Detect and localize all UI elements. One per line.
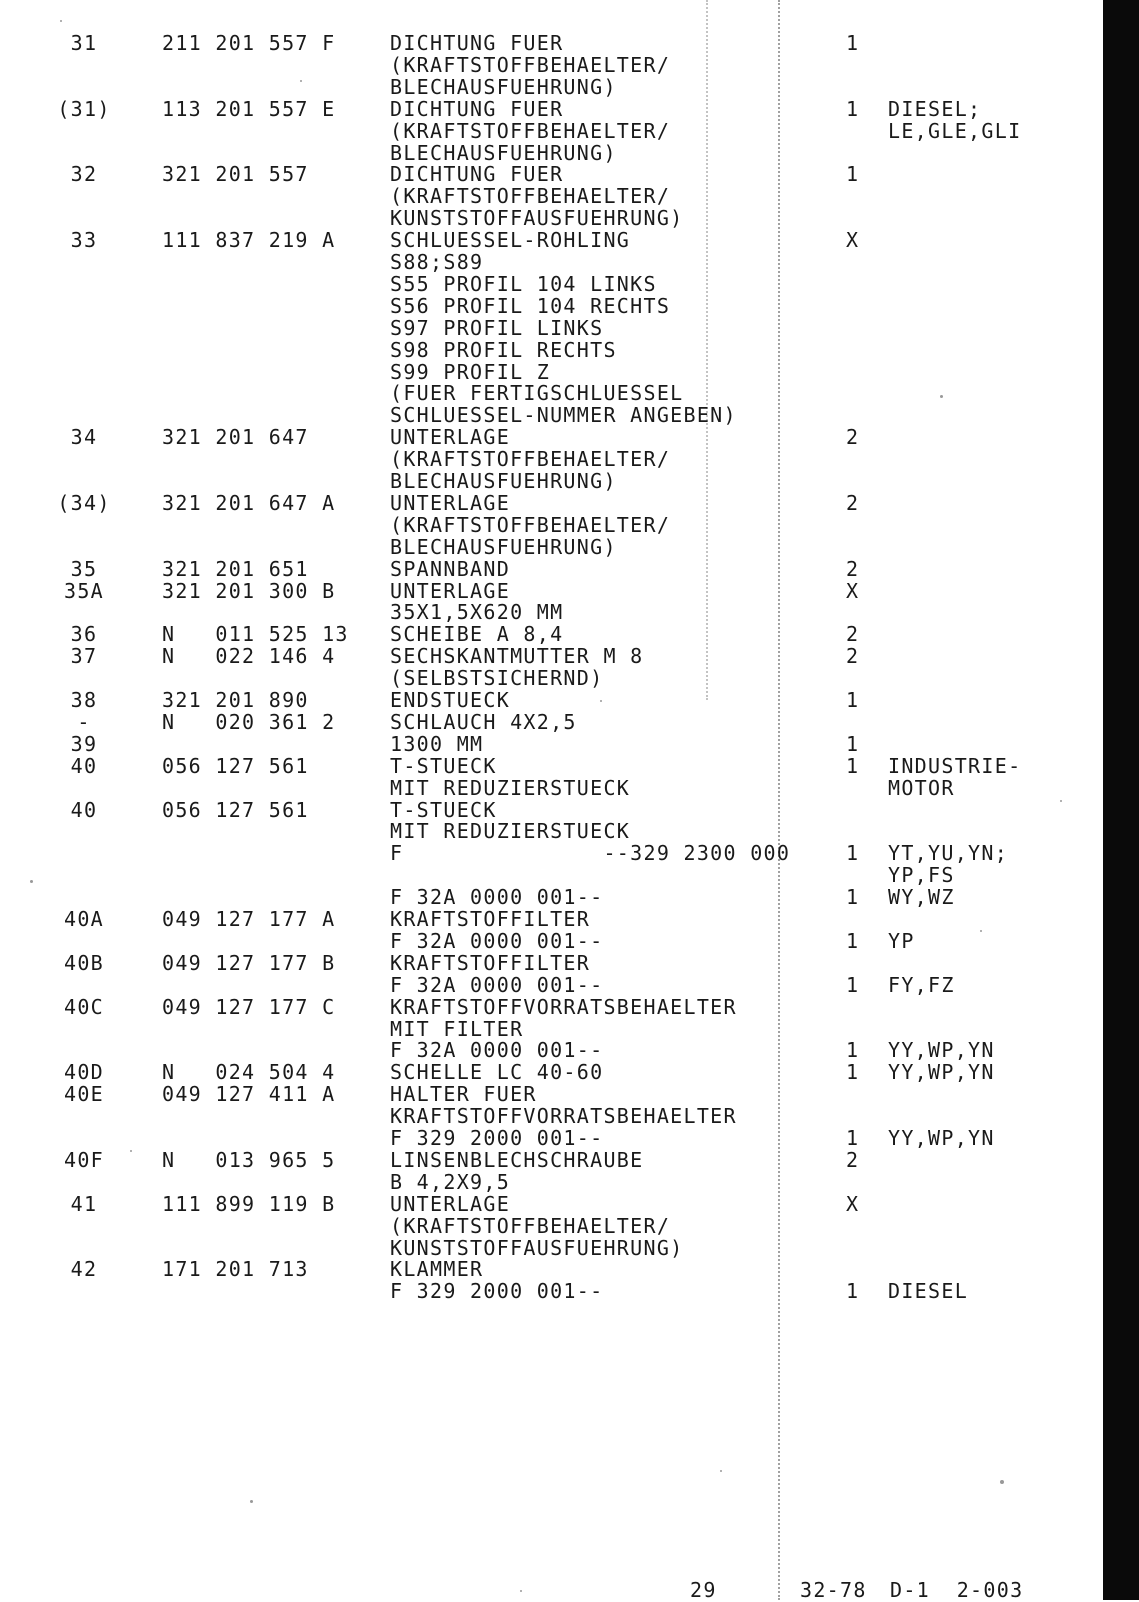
remark: YY,WP,YN — [888, 1038, 995, 1063]
table-row — [0, 75, 1100, 99]
description: SCHEIBE A 8,4 — [390, 622, 564, 647]
remark: DIESEL; — [888, 96, 982, 121]
remark: YY,WP,YN — [888, 1060, 995, 1085]
description: (FUER FERTIGSCHLUESSEL — [390, 381, 684, 406]
description: DICHTUNG FUER — [390, 162, 564, 187]
edition-date: 32-78 — [800, 1578, 867, 1602]
description: F 32A 0000 001-- — [390, 972, 604, 997]
table-row — [0, 447, 1100, 471]
table-row — [0, 1126, 1100, 1150]
description: KUNSTSTOFFAUSFUEHRUNG) — [390, 1235, 684, 1260]
description: (KRAFTSTOFFBEHAELTER/ — [390, 1213, 671, 1238]
description: UNTERLAGE — [390, 578, 511, 603]
quantity: 2 — [846, 622, 860, 647]
part-number: 211 201 557 F — [162, 31, 336, 55]
part-number: 111 899 119 B — [162, 1191, 336, 1216]
position-number: 40A — [63, 907, 105, 931]
table-row — [0, 754, 1100, 778]
description: LINSENBLECHSCHRAUBE — [390, 1147, 644, 1172]
table-row — [0, 951, 1100, 975]
table-row — [0, 184, 1100, 208]
table-row — [0, 381, 1100, 405]
table-row — [0, 250, 1100, 274]
description: T-STUECK — [390, 797, 497, 822]
table-row — [0, 535, 1100, 559]
table-row — [0, 272, 1100, 296]
position-number: 40B — [63, 950, 105, 975]
position-number: 40E — [63, 1082, 105, 1107]
description: SECHSKANTMUTTER M 8 — [390, 644, 644, 669]
quantity: X — [846, 1191, 860, 1216]
table-row — [0, 316, 1100, 340]
table-row — [0, 228, 1100, 252]
table-row — [0, 469, 1100, 493]
table-row — [0, 119, 1100, 143]
description: 35X1,5X620 MM — [390, 600, 564, 625]
description: S55 PROFIL 104 LINKS — [390, 271, 657, 296]
document-code: D-1 2-003 — [890, 1578, 1024, 1602]
part-number: N 020 361 2 — [162, 709, 336, 734]
part-number: 321 201 557 — [162, 162, 309, 187]
part-number: 049 127 177 A — [162, 907, 336, 931]
quantity: 1 — [846, 162, 860, 187]
description: SCHLUESSEL-ROHLING — [390, 228, 631, 253]
position-number: 39 — [70, 731, 98, 756]
remark: YY,WP,YN — [888, 1126, 995, 1150]
position-number: 41 — [70, 1191, 98, 1216]
quantity: 1 — [846, 885, 860, 910]
table-row — [0, 53, 1100, 77]
description: S98 PROFIL RECHTS — [390, 337, 617, 362]
description: (KRAFTSTOFFBEHAELTER/ — [390, 447, 671, 472]
quantity: 1 — [846, 31, 860, 55]
quantity: 2 — [846, 1147, 860, 1172]
table-row — [0, 819, 1100, 843]
description: BLECHAUSFUEHRUNG) — [390, 140, 617, 165]
remark: DIESEL — [888, 1279, 969, 1304]
table-row — [0, 491, 1100, 515]
quantity: 1 — [846, 1060, 860, 1085]
table-row — [0, 141, 1100, 165]
table-row — [0, 798, 1100, 822]
position-number: 40D — [63, 1060, 105, 1085]
position-number: 40 — [70, 753, 98, 778]
description: BLECHAUSFUEHRUNG) — [390, 534, 617, 559]
table-row — [0, 622, 1100, 646]
part-number: 321 201 300 B — [162, 578, 336, 603]
description: MIT REDUZIERSTUECK — [390, 819, 631, 844]
quantity: 1 — [846, 96, 860, 121]
description: UNTERLAGE — [390, 490, 511, 515]
table-row — [0, 338, 1100, 362]
description: KRAFTSTOFFVORRATSBEHAELTER — [390, 1104, 737, 1129]
position-number: 40F — [63, 1147, 105, 1172]
description: F 32A 0000 001-- — [390, 928, 604, 953]
table-row — [0, 885, 1100, 909]
table-row — [0, 579, 1100, 603]
table-row — [0, 1104, 1100, 1128]
description: SPANNBAND — [390, 556, 511, 581]
table-row — [0, 425, 1100, 449]
part-number: 056 127 561 — [162, 753, 309, 778]
description: KRAFTSTOFFILTER — [390, 950, 591, 975]
quantity: X — [846, 578, 860, 603]
remark: WY,WZ — [888, 885, 955, 910]
description: KRAFTSTOFFILTER — [390, 907, 591, 931]
table-row — [0, 907, 1100, 931]
part-number: 049 127 411 A — [162, 1082, 336, 1107]
description: BLECHAUSFUEHRUNG) — [390, 74, 617, 99]
description: DICHTUNG FUER — [390, 31, 564, 55]
position-number: 40C — [63, 994, 105, 1019]
part-number: 321 201 890 — [162, 688, 309, 712]
description: S88;S89 — [390, 250, 484, 274]
remark: FY,FZ — [888, 972, 955, 997]
table-row — [0, 1038, 1100, 1062]
table-row — [0, 732, 1100, 756]
page-number: 29 — [690, 1578, 717, 1602]
description: F 32A 0000 001-- — [390, 1038, 604, 1063]
table-row — [0, 1148, 1100, 1172]
table-row — [0, 1192, 1100, 1216]
description: (KRAFTSTOFFBEHAELTER/ — [390, 184, 671, 209]
position-number: 42 — [70, 1257, 98, 1282]
quantity: 2 — [846, 490, 860, 515]
position-number: 40 — [70, 797, 98, 822]
part-number: 321 201 647 — [162, 425, 309, 450]
table-row — [0, 710, 1100, 734]
table-row — [0, 1060, 1100, 1084]
description: 1300 MM — [390, 731, 484, 756]
quantity: 1 — [846, 753, 860, 778]
position-number: 38 — [70, 688, 98, 712]
quantity: 1 — [846, 972, 860, 997]
remark: LE,GLE,GLI — [888, 118, 1022, 143]
part-number: N 013 965 5 — [162, 1147, 336, 1172]
part-number: 049 127 177 C — [162, 994, 336, 1019]
description: HALTER FUER — [390, 1082, 537, 1107]
part-number: N 011 525 13 — [162, 622, 349, 647]
quantity: 2 — [846, 556, 860, 581]
quantity: 1 — [846, 688, 860, 712]
table-row — [0, 162, 1100, 186]
quantity: 1 — [846, 1279, 860, 1304]
table-row — [0, 995, 1100, 1019]
table-row — [0, 1236, 1100, 1260]
quantity: 1 — [846, 928, 860, 953]
description: (KRAFTSTOFFBEHAELTER/ — [390, 512, 671, 537]
part-number: 113 201 557 E — [162, 96, 336, 121]
table-row — [0, 600, 1100, 624]
quantity: 2 — [846, 425, 860, 450]
table-row — [0, 1279, 1100, 1303]
table-row — [0, 513, 1100, 537]
table-row — [0, 294, 1100, 318]
table-row — [0, 863, 1100, 887]
description: F 32A 0000 001-- — [390, 885, 604, 910]
table-row — [0, 1214, 1100, 1238]
description: F --329 2300 000 — [390, 841, 791, 866]
description: B 4,2X9,5 — [390, 1169, 511, 1194]
description: MIT FILTER — [390, 1016, 524, 1041]
part-number: 111 837 219 A — [162, 228, 336, 253]
remark: MOTOR — [888, 775, 955, 800]
table-row — [0, 776, 1100, 800]
part-number: 321 201 651 — [162, 556, 309, 581]
description: MIT REDUZIERSTUECK — [390, 775, 631, 800]
quantity: 1 — [846, 841, 860, 866]
part-number: 049 127 177 B — [162, 950, 336, 975]
position-number: 33 — [70, 228, 98, 253]
position-number: (31) — [57, 96, 111, 121]
quantity: X — [846, 228, 860, 253]
table-row — [0, 1170, 1100, 1194]
part-number: 171 201 713 — [162, 1257, 309, 1282]
description: (SELBSTSICHERND) — [390, 666, 604, 691]
position-number: 35A — [63, 578, 105, 603]
table-row — [0, 644, 1100, 668]
remark: YP,FS — [888, 863, 955, 888]
position-number: 34 — [70, 425, 98, 450]
table-row — [0, 973, 1100, 997]
remark: YP — [888, 928, 915, 953]
description: F 329 2000 001-- — [390, 1126, 604, 1150]
part-number: 056 127 561 — [162, 797, 309, 822]
quantity: 1 — [846, 731, 860, 756]
quantity: 1 — [846, 1126, 860, 1150]
position-number: - — [77, 709, 91, 734]
position-number: 37 — [70, 644, 98, 669]
description: T-STUECK — [390, 753, 497, 778]
table-row — [0, 360, 1100, 384]
table-row — [0, 31, 1100, 55]
position-number: 35 — [70, 556, 98, 581]
description: KLAMMER — [390, 1257, 484, 1282]
quantity: 2 — [846, 644, 860, 669]
table-row — [0, 403, 1100, 427]
table-row — [0, 688, 1100, 712]
table-row — [0, 206, 1100, 230]
description: (KRAFTSTOFFBEHAELTER/ — [390, 52, 671, 77]
description: DICHTUNG FUER — [390, 96, 564, 121]
table-row — [0, 666, 1100, 690]
description: SCHLUESSEL-NUMMER ANGEBEN) — [390, 403, 737, 428]
description: S56 PROFIL 104 RECHTS — [390, 293, 671, 318]
scan-edge-shadow — [1103, 0, 1139, 1600]
position-number: 31 — [70, 31, 98, 55]
table-row — [0, 929, 1100, 953]
description: UNTERLAGE — [390, 425, 511, 450]
position-number: 36 — [70, 622, 98, 647]
table-row — [0, 557, 1100, 581]
table-row — [0, 97, 1100, 121]
description: SCHLAUCH 4X2,5 — [390, 709, 577, 734]
description: KUNSTSTOFFAUSFUEHRUNG) — [390, 206, 684, 231]
description: F 329 2000 001-- — [390, 1279, 604, 1304]
remark: INDUSTRIE- — [888, 753, 1022, 778]
table-row — [0, 1082, 1100, 1106]
description: BLECHAUSFUEHRUNG) — [390, 469, 617, 493]
description: KRAFTSTOFFVORRATSBEHAELTER — [390, 994, 737, 1019]
description: SCHELLE LC 40-60 — [390, 1060, 604, 1085]
position-number: 32 — [70, 162, 98, 187]
remark: YT,YU,YN; — [888, 841, 1009, 866]
description: (KRAFTSTOFFBEHAELTER/ — [390, 118, 671, 143]
description: ENDSTUECK — [390, 688, 511, 712]
position-number: (34) — [57, 490, 111, 515]
description: UNTERLAGE — [390, 1191, 511, 1216]
description: S99 PROFIL Z — [390, 359, 551, 384]
description: S97 PROFIL LINKS — [390, 315, 604, 340]
table-row — [0, 841, 1100, 865]
part-number: 321 201 647 A — [162, 490, 336, 515]
part-number: N 022 146 4 — [162, 644, 336, 669]
table-row — [0, 1017, 1100, 1041]
table-row — [0, 1257, 1100, 1281]
quantity: 1 — [846, 1038, 860, 1063]
part-number: N 024 504 4 — [162, 1060, 336, 1085]
